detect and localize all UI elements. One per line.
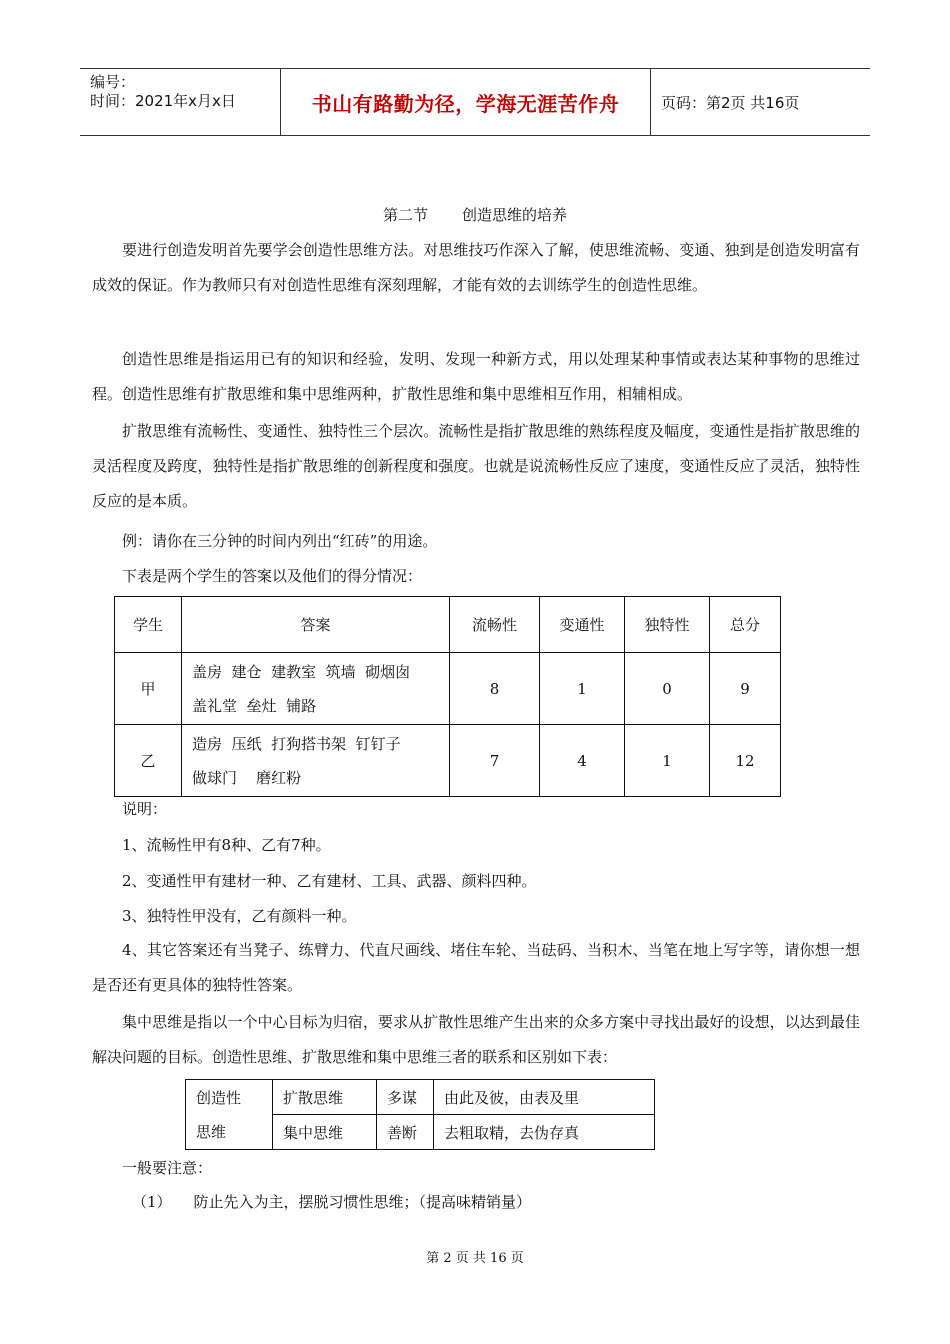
item-text: 防止先入为主，摆脱习惯性思维；（提高味精销量）: [193, 1193, 532, 1211]
header-cell: 变通性: [540, 597, 625, 653]
note-1: 1、流畅性甲有8种、乙有7种。: [122, 836, 331, 854]
header-cell: 学生: [115, 597, 182, 653]
answer-line: 造房 压纸 打狗搭书架 钉钉子: [192, 734, 401, 753]
header-motto: 书山有路勤为径，学海无涯苦作舟: [311, 91, 620, 116]
section-name: 创造思维的培养: [462, 206, 568, 224]
paragraph-1: 要进行创造发明首先要学会创造性思维方法。对思维技巧作深入了解，使思维流畅、变通、独到是创造发明富有成效的保证。作为教师只有对创造性思维有深刻理解，才能有效的去训练学生的创造性思维。: [92, 241, 860, 294]
trait-cell: 多谋: [377, 1080, 434, 1115]
root-cell: [186, 1080, 273, 1150]
section-number: 第二节: [382, 206, 428, 224]
example-question: 例：请你在三分钟的时间内列出“红砖”的用途。: [122, 532, 438, 550]
header-cell: 总分: [710, 597, 781, 653]
note-2: 2、变通性甲有建材一种、乙有建材、工具、武器、颜料四种。: [122, 872, 537, 890]
attention-title: 一般要注意：: [122, 1159, 213, 1177]
answer-cell: [182, 653, 450, 725]
score-table: [114, 596, 781, 797]
table-row: [115, 725, 781, 797]
section-title: [0, 204, 950, 225]
type-cell: 扩散思维: [273, 1080, 377, 1115]
paragraph-2: 创造性思维是指运用已有的知识和经验，发明、发现一种新方式，用以处理某种事情或表达某种事物的思维过程。创造性思维有扩散思维和集中思维两种，扩散性思维和集中思维相互作用，相辅相成。: [92, 350, 860, 403]
header-cell: 流畅性: [450, 597, 540, 653]
header-motto-cell: [281, 69, 651, 135]
student-cell: 甲: [115, 653, 182, 725]
table-row: [186, 1080, 655, 1115]
thinking-table: [185, 1079, 655, 1150]
header-meta: [80, 69, 281, 135]
fluency-cell: 8: [450, 653, 540, 725]
item-number: （1）: [132, 1193, 172, 1211]
student-cell: 乙: [115, 725, 182, 797]
root-line: 创造性: [196, 1088, 242, 1107]
total-cell: 12: [710, 725, 781, 797]
serial-label: 编号：: [90, 73, 136, 91]
fluency-cell: 7: [450, 725, 540, 797]
flexibility-cell: 4: [540, 725, 625, 797]
paragraph-3: 扩散思维有流畅性、变通性、独特性三个层次。流畅性是指扩散思维的熟练程度及幅度，变通性是指扩散思维的灵活程度及跨度，独特性是指扩散思维的创新程度和强度。也就是说流畅性反应了速度，变通性反应了灵活，独特性反应的是本质。: [92, 422, 860, 510]
note-4: 4、其它答案还有当凳子、练臂力、代直尺画线、堵住车轮、当砝码、当积木、当笔在地上写字等，请你想一想是否还有更具体的独特性答案。: [92, 941, 860, 994]
notes-title: 说明：: [122, 800, 168, 818]
date-line: 时间：2021年x月x日: [90, 92, 236, 110]
answer-line: 做球门 磨红粉: [192, 768, 302, 787]
header-cell: 答案: [182, 597, 450, 653]
page-header: [80, 68, 870, 136]
list-item: [92, 1192, 900, 1212]
table-row: [115, 653, 781, 725]
originality-cell: 1: [625, 725, 710, 797]
desc-cell: 去粗取精，去伪存真: [434, 1115, 655, 1150]
type-cell: 集中思维: [273, 1115, 377, 1150]
root-line: 思维: [196, 1122, 227, 1141]
answer-line: 盖礼堂 垒灶 铺路: [192, 696, 317, 715]
answer-line: 盖房 建仓 建教室 筑墙 砌烟囱: [192, 662, 411, 681]
originality-cell: 0: [625, 653, 710, 725]
header-cell: 独特性: [625, 597, 710, 653]
total-cell: 9: [710, 653, 781, 725]
note-3: 3、独特性甲没有，乙有颜料一种。: [122, 907, 357, 925]
page-footer: 第 2 页 共 16 页: [426, 1251, 524, 1266]
table-header-row: [115, 597, 781, 653]
flexibility-cell: 1: [540, 653, 625, 725]
paragraph-4: 集中思维是指以一个中心目标为归宿，要求从扩散性思维产生出来的众多方案中寻找出最好的设想，以达到最佳解决问题的目标。创造性思维、扩散思维和集中思维三者的联系和区别如下表：: [92, 1013, 860, 1066]
desc-cell: 由此及彼，由表及里: [434, 1080, 655, 1115]
answer-cell: [182, 725, 450, 797]
header-page-info: 页码：第2页 共16页: [661, 93, 800, 112]
table-intro: 下表是两个学生的答案以及他们的得分情况：: [122, 567, 423, 585]
trait-cell: 善断: [377, 1115, 434, 1150]
